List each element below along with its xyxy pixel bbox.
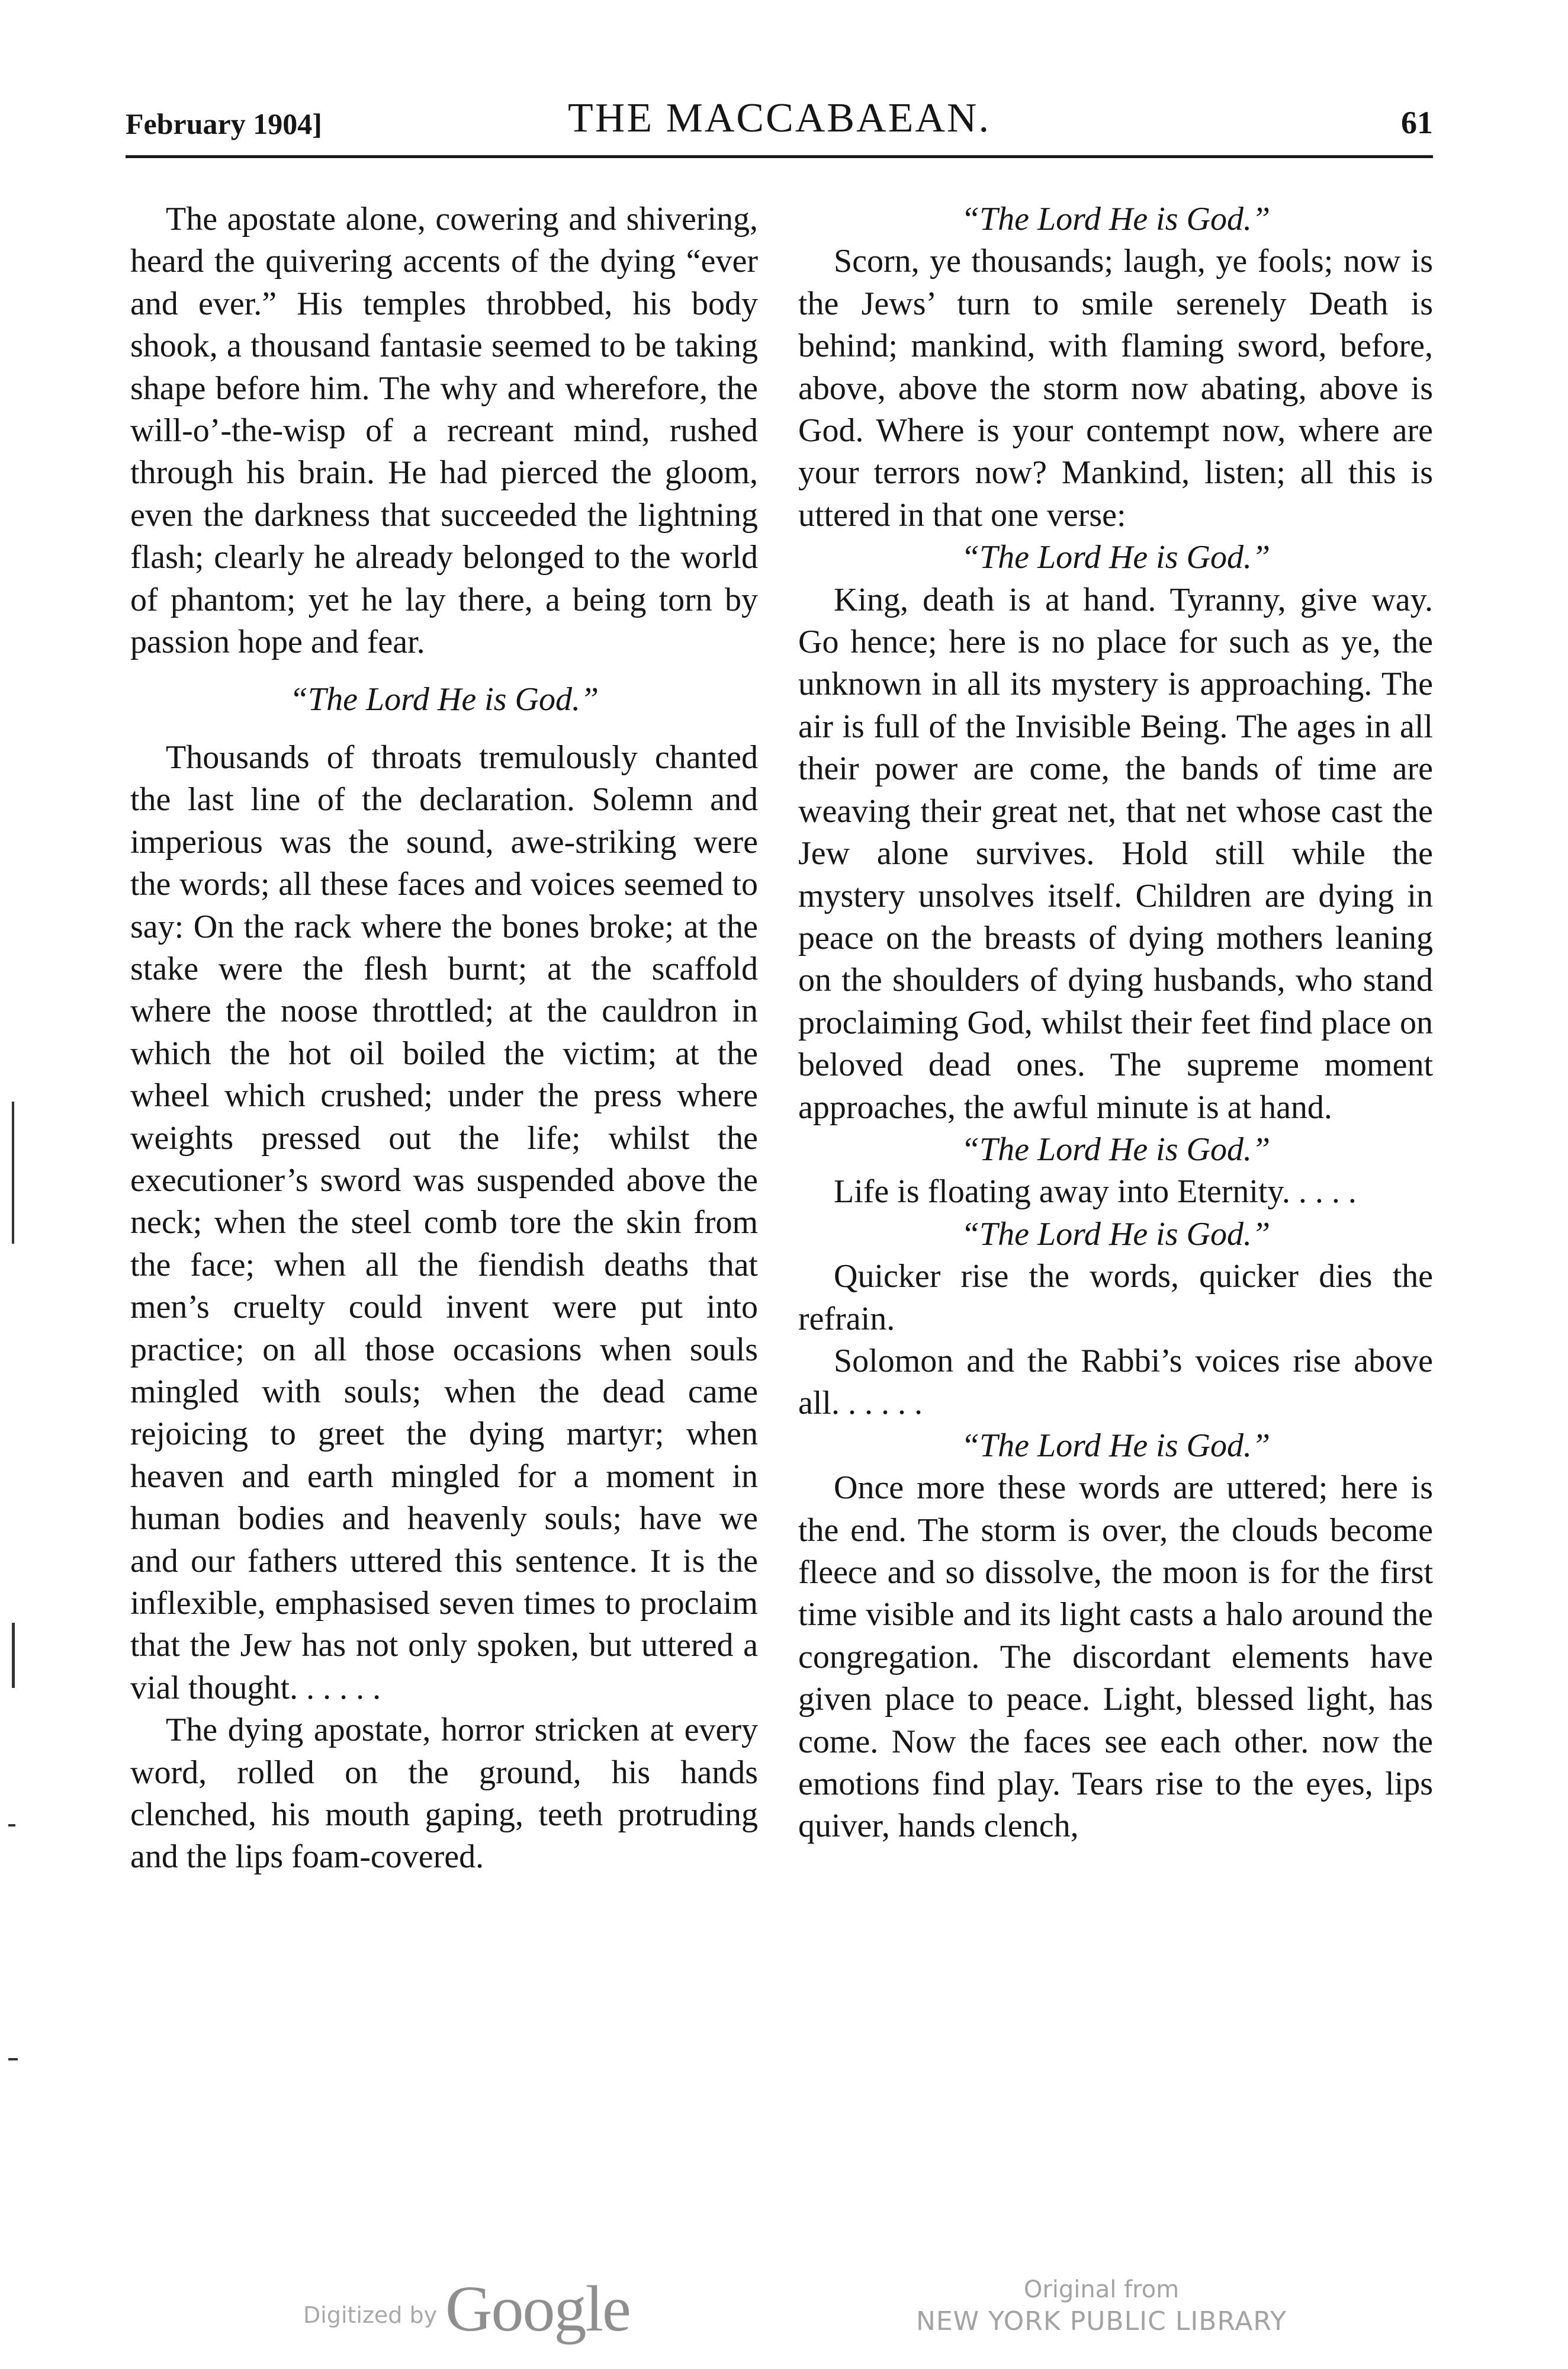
journal-title: THE MACCABAEAN. [568, 95, 991, 141]
paragraph: The apostate alone, cowering and shivering, heard the quivering accents of the dying “ever and ever.” His temples throbbed, his body shook, a thousand fantasie seemed to be taking shape before him. The why and wherefore, the will-o’-the-wisp of a recreant mind, rushed through his brain. He had pierced the gloom, even the darkness that succeeded the lightning flash; clearly he already belonged to the world of phantom; yet he lay there, a being torn by passion hope and fear. [130, 201, 758, 661]
paragraph: Thousands of throats tremulously chanted the last line of the declaration. Solemn and imperious was the sound, awe-striking were the words; all these faces and voices seemed to say: On the rack where the bones broke; at the stake were the flesh burnt; at the scaffold where the noose throttled; at the cauldron in which the hot oil boiled the victim; at the wheel which crushed; under the press where weights pressed out the life; whilst the executioner’s sword was suspended above the neck; when the steel comb tore the skin from the face; when all the fiendish deaths that men’s cruelty could invent were put into practice; on all those occasions when souls mingled with souls; when the dead came rejoicing to greet the dying martyr; when heaven and earth mingled for a moment in human bodies and heavenly souls; have we and our fathers uttered this sentence. It is the inflexible, emphasised seven times to proclaim that the Jew has not only spoken, but uttered a vial thought. . . . . . [130, 739, 758, 1706]
refrain: “The Lord He is God.” [289, 681, 599, 718]
original-from-label: Original from [1023, 2276, 1180, 2303]
scan-mark [12, 1623, 15, 1688]
paragraph: Quicker rise the words, quicker dies the refrain. [798, 1258, 1433, 1337]
refrain: “The Lord He is God.” [960, 1427, 1271, 1464]
paragraph: Life is floating away into Eternity. . . . . [834, 1173, 1357, 1211]
library-name: NEW YORK PUBLIC LIBRARY [915, 2306, 1287, 2336]
paragraph: King, death is at hand. Tyranny, give way. Go hence; here is no place for such as ye, the unknown in all its mystery is approaching. The air is full of the Invisible Being. The ages in all their power are come, the bands of time are weaving their great net, that net whose cast the Jew alone survives. Hold still while the mystery unsolves itself. Children are dying in peace on the breasts of dying mothers leaning on the shoulders of dying husbands, who stand proclaiming God, whilst their feet find place on beloved dead ones. The supreme moment approaches, the awful minute is at hand. [798, 581, 1433, 1126]
google-logo: Google [445, 2272, 630, 2345]
scan-mark [12, 1102, 14, 1167]
scan-mark [12, 1161, 14, 1244]
page-header [126, 89, 1433, 148]
refrain: “The Lord He is God.” [960, 1131, 1271, 1168]
digitized-by-google-watermark [303, 2259, 658, 2345]
paragraph: The dying apostate, horror stricken at every word, rolled on the ground, his hands clenched, his mouth gaping, teeth protruding and the lips foam-covered. [130, 1712, 758, 1876]
issue-date: February 1904] [126, 107, 322, 140]
left-column [130, 198, 758, 1879]
scan-mark [8, 2058, 18, 2060]
library-attribution [912, 2274, 1291, 2338]
right-column [798, 198, 1433, 1848]
paragraph: Once more these words are uttered; here is the end. The storm is over, the clouds become fleece and so dissolve, the moon is for the first time visible and its light casts a halo around the congregation. The discordant elements have given place to peace. Light, blessed light, has come. Now the faces see each other. now the emotions find play. Tears rise to the eyes, lips quiver, hands clench, [798, 1469, 1433, 1845]
paragraph: Scorn, ye thousands; laugh, ye fools; now is the Jews’ turn to smile serenely Death is behind; mankind, with flaming sword, before, above, above the storm now abating, above is God. Where is your contempt now, where are your terrors now? Mankind, listen; all this is uttered in that one verse: [798, 243, 1433, 534]
paragraph: Solomon and the Rabbi’s voices rise above all. . . . . . [798, 1342, 1433, 1422]
refrain: “The Lord He is God.” [960, 201, 1271, 237]
header-rule [126, 155, 1433, 158]
page-number: 61 [1401, 105, 1433, 140]
refrain: “The Lord He is God.” [960, 1215, 1271, 1253]
digitized-by-label: Digitized by [303, 2302, 438, 2328]
scan-mark [8, 1824, 15, 1826]
refrain: “The Lord He is God.” [960, 539, 1271, 576]
